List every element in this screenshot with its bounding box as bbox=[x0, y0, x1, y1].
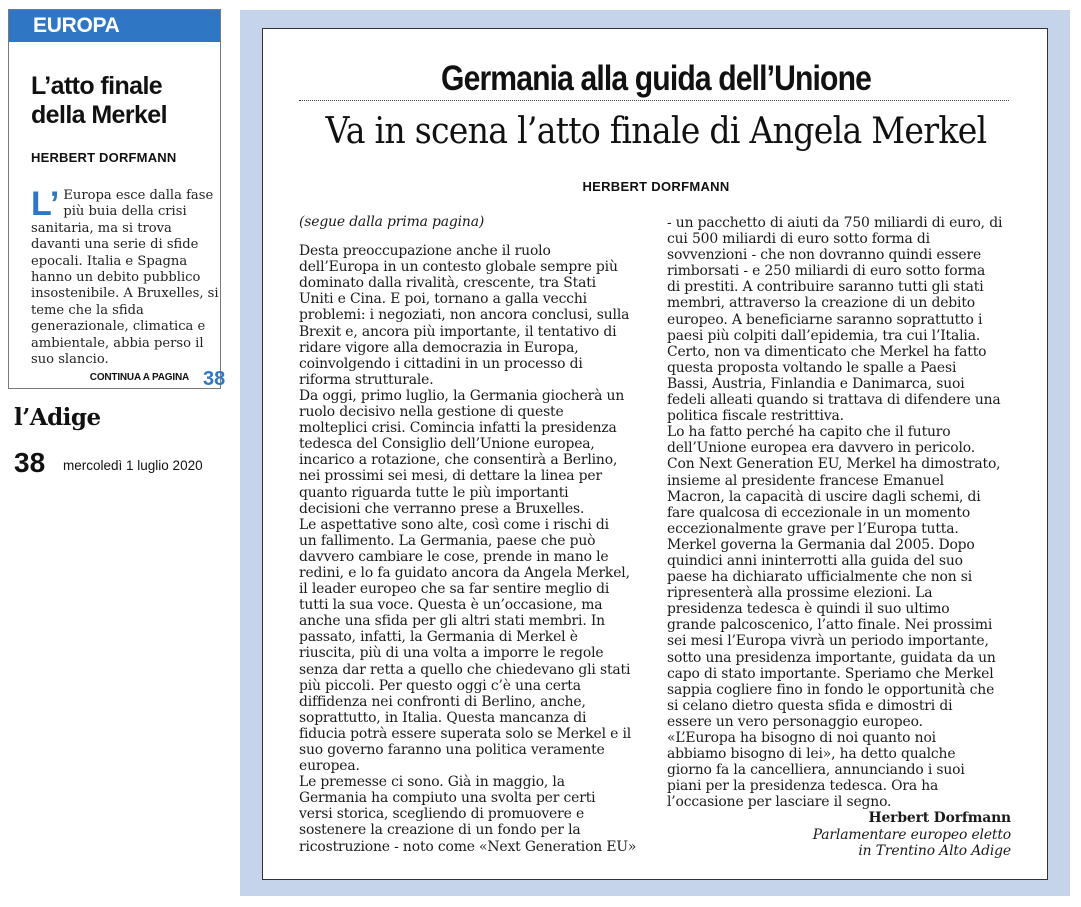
article-kicker: Germania alla guida dell’Unione bbox=[441, 59, 871, 98]
paragraph: - un pacchetto di aiuti da 750 miliardi di euro, di cui 500 miliardi di euro sotto forma di sovvenzioni - che non dovranno quindi essere rimborsati - e 250 miliardi di euro sotto forma di prestiti. A contribuire saranno tutti gli stati membri, attraverso la creazione di un debito europeo. A beneficiarne saranno soprattutto i paesi più colpiti dall’epidemia, tra cui l’Italia. Certo, non va dimenticato che Merkel ha fatto questa proposta voltando le spalle a Paesi Bassi, Austria, Finlandia e Danimarca, suoi fedeli alleati quando si trattava di difendere una politica fiscale restrittiva. bbox=[667, 215, 1003, 425]
teaser-author: HERBERT DORFMANN bbox=[31, 150, 177, 165]
paragraph: Le premesse ci sono. Già in maggio, la Germania ha compiuto una svolta per certi versi storica, scegliendo di promuovere e sostenere la creazione di un fondo per la ricostruzione - noto come «Next Generation EU» bbox=[299, 774, 637, 855]
signature-role: Parlamentare europeo eletto in Trentino Alto Adige bbox=[812, 826, 1011, 859]
signature-name: Herbert Dorfmann bbox=[868, 810, 1011, 827]
paragraph: Merkel governa la Germania dal 2005. Dopo quindici anni ininterrotti alla guida del suo paese ha dichiarato ufficialmente che non si ripresenterà alla prossime elezioni. La presidenza tedesca è quindi il suo ultimo grande palcoscenico, l’atto finale. Nei prossimi sei mesi l’Europa vivrà un periodo importante, sotto una presidenza importante, guidata da un capo di stato importante. Speriamo che Merkel sappia cogliere fino in fondo le opportunità che si celano dietro questa sfida e dimostri di essere un vero personaggio europeo. bbox=[667, 536, 996, 730]
paragraph: Da oggi, primo luglio, la Germania giocherà un ruolo decisivo nella gestione di queste molteplici crisi. Comincia infatti la presidenza tedesca del Consiglio dell’Unione europea, incarico a rotazione, che consentirà a Berlino, nei prossimi sei mesi, di dettare la linea per quanto riguarda tutte le più importanti decisioni che verranno prese a Bruxelles. bbox=[299, 387, 625, 517]
publication-date: mercoledì 1 luglio 2020 bbox=[63, 458, 203, 473]
newspaper-logo: l’Adige bbox=[14, 404, 101, 431]
article-byline: HERBERT DORFMANN bbox=[582, 179, 730, 194]
teaser-text bbox=[31, 185, 219, 368]
teaser-title: L’atto finale della Merkel bbox=[31, 72, 167, 129]
article-column-2 bbox=[667, 215, 1011, 859]
section-tag: EUROPA bbox=[9, 10, 220, 42]
article-column-1 bbox=[299, 214, 643, 855]
continued-from: (segue dalla prima pagina) bbox=[299, 214, 485, 230]
paragraph: Lo ha fatto perché ha capito che il futuro dell’Unione europea era davvero in pericolo. Con Next Generation EU, Merkel ha dimostrato, insieme al presidente francese Emanuel Macron, la capacità di uscire dagli schemi, di fare qualcosa di eccezionale in un momento eccezionalmente grave per l’Europa tutta. bbox=[667, 424, 1001, 537]
teaser-box bbox=[8, 9, 226, 390]
paragraph: «L’Europa ha bisogno di noi quanto noi abbiamo bisogno di lei», ha detto qualche giorno fa la cancelliera, annunciando i suoi piani per la presidenza tedesca. Ora ha l’occasione per lasciare il segno. bbox=[667, 730, 965, 811]
continue-label: CONTINUA A PAGINA bbox=[89, 372, 189, 383]
paragraph: Desta preoccupazione anche il ruolo dell’Europa in un contesto globale sempre più dominato dalla rivalità, crescente, tra Stati Uniti e Cina. E poi, tornano a galla vecchi problemi: i negoziati, non ancora conclusi, sulla Brexit e, ancora più importante, il tentativo di ridare vigore alla democrazia in Europa, coinvolgendo i cittadini in un processo di riforma strutturale. bbox=[299, 243, 630, 388]
paragraph: Le aspettative sono alte, così come i rischi di un fallimento. La Germania, paese che può davvero cambiare le cose, prende in mano le redini, e lo fa guidato ancora da Angela Merkel, il leader europeo che sa far sentire meglio di tutti la sua voce. Questa è un’occasione, ma anche una sfida per gli altri stati membri. In passato, infatti, la Germania di Merkel è riuscita, più di una volta a imporre le regole senza dar retta a quello che chiedevano gli stati più piccoli. Per questo oggi c’è una certa diffidenza nei confronti di Berlino, anche, soprattutto, in Italia. Questa mancanza di fiducia potrà essere superata solo se Merkel e il suo governo faranno una politica veramente europea. bbox=[299, 516, 632, 775]
divider bbox=[299, 100, 1009, 101]
article-headline: Va in scena l’atto finale di Angela Merkel bbox=[325, 111, 987, 152]
dropcap: L’ bbox=[31, 185, 60, 223]
page-number: 38 bbox=[14, 447, 46, 478]
article bbox=[262, 28, 1048, 880]
teaser-body: Europa esce dalla fase più buia della crisi sanitaria, ma si trova davanti una serie di sfide epocali. Italia e Spagna hanno un debito pubblico insostenibile. A Bruxelles, si teme che la sfida generazionale, climatica e ambientale, abbia perso il suo slancio. bbox=[31, 188, 219, 368]
continue-page-number: 38 bbox=[203, 368, 226, 390]
